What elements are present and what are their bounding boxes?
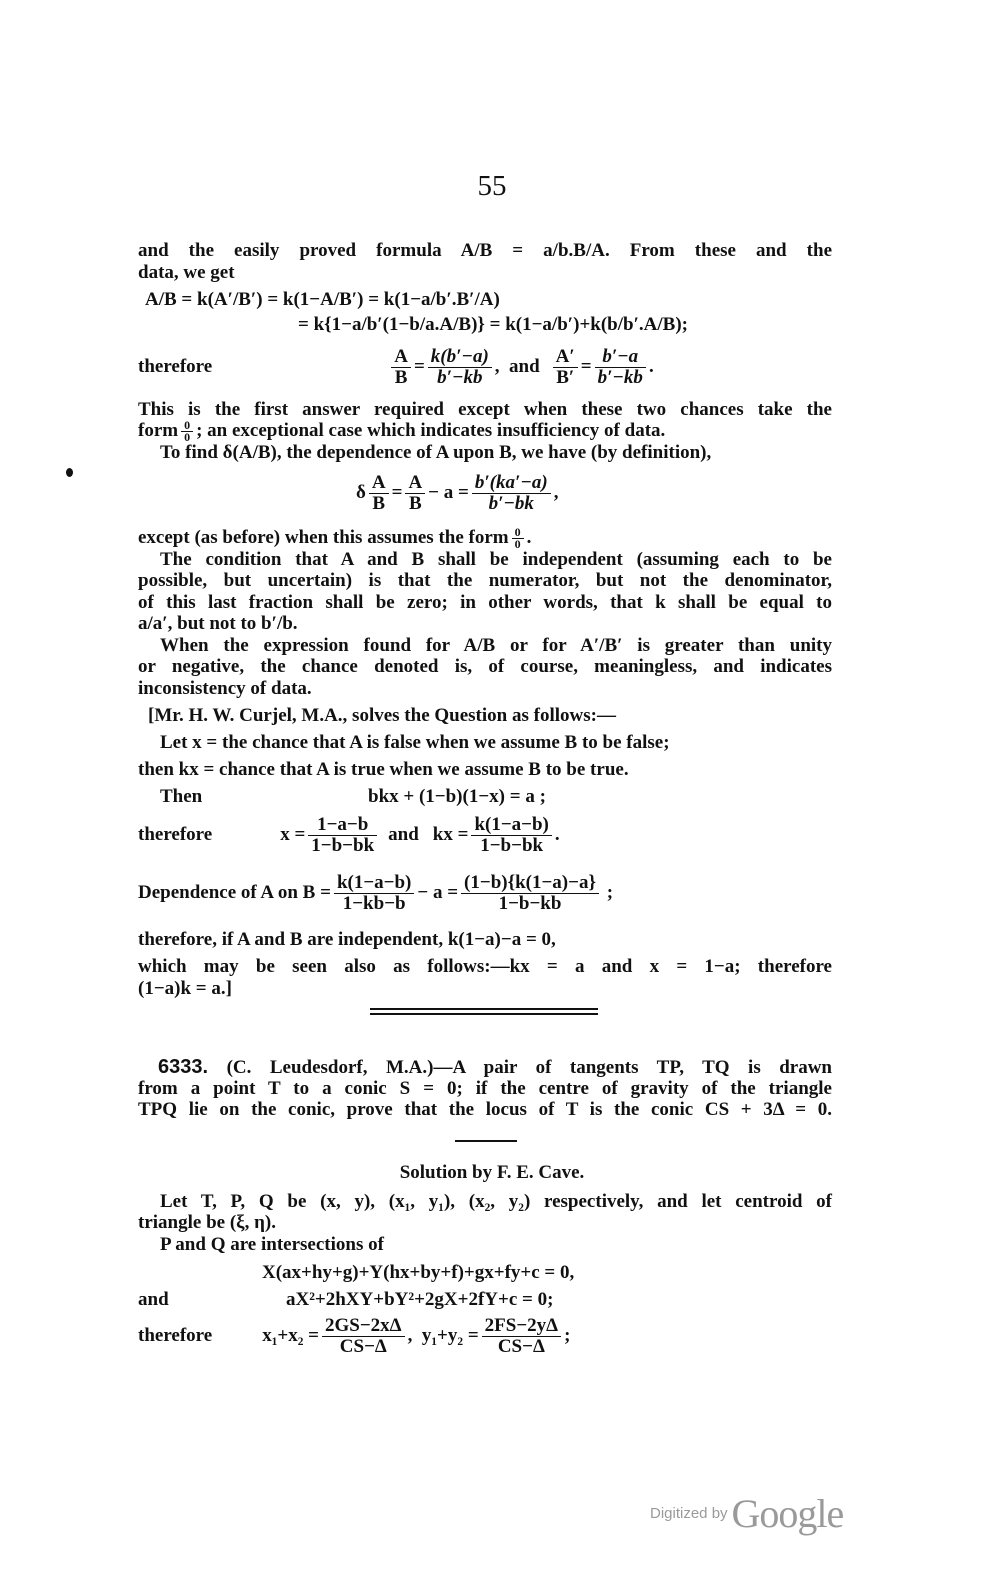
text: except (as before) when this assumes the form xyxy=(138,527,509,548)
numerator: (1−b){k(1−a)−a} xyxy=(461,873,599,894)
x-equals: x = xyxy=(280,824,306,845)
para5-line2: possible, but uncertain) is that the numerator, but not the denominator, xyxy=(138,570,832,591)
para6-line1: When the expression found for A/B or for A′/B′ is greater than unity xyxy=(160,635,832,656)
x-sum: x₁+x₂ = xyxy=(262,1325,319,1346)
curjel-let: Let x = the chance that A is false when we assume B to be false; xyxy=(160,732,670,753)
numerator: k(b′−a) xyxy=(428,347,492,368)
solution-eq1: X(ax+hy+g)+Y(hx+by+f)+gx+fy+c = 0, xyxy=(262,1262,575,1283)
denominator: B xyxy=(394,366,408,388)
para2-line2 xyxy=(138,419,665,443)
zero-over-zero xyxy=(512,524,524,551)
denominator: B xyxy=(372,492,386,514)
denominator: CS−Δ xyxy=(339,1335,387,1357)
denominator: b′−bk xyxy=(488,492,534,514)
fraction-dependence-1 xyxy=(334,873,414,914)
solution-line1: Let T, P, Q be (x, y), (x₁, y₁), (x₂, y₂) respectively, and let centroid of xyxy=(160,1191,832,1212)
eqA-line1: A/B = k(A′/B′) = k(1−A/B′) = k(1−a/b′.B′/A) xyxy=(145,289,500,310)
para6-line3: inconsistency of data. xyxy=(138,678,312,699)
para1-line2: data, we get xyxy=(138,262,235,283)
and-word: and xyxy=(388,824,419,845)
numerator: 0 xyxy=(181,420,193,432)
ink-dot xyxy=(66,468,73,477)
page-number: 55 xyxy=(477,170,507,202)
digitized-by-google-watermark xyxy=(650,1490,843,1537)
numerator: A′ xyxy=(553,347,578,368)
text: ; an exceptional case which indicates insufficiency of data. xyxy=(196,420,666,441)
solution-line3: P and Q are intersections of xyxy=(160,1234,384,1255)
q6333-line3: TPQ lie on the conic, prove that the locus of T is the conic CS + 3Δ = 0. xyxy=(138,1099,832,1120)
para5-line3: of this last fraction shall be zero; in other words, that k shall be equal to xyxy=(138,592,832,613)
denominator: 1−b−bk xyxy=(311,834,375,856)
eqA-line2: = k{1−a/b′(1−b/a.A/B)} = k(1−a/b′)+k(b/b′.A/B); xyxy=(298,314,689,335)
numerator: b′(ka′−a) xyxy=(472,473,551,494)
therefore-word: therefore xyxy=(138,356,213,377)
text: (C. Leudesdorf, M.A.)—A pair of tangents TP, TQ is drawn xyxy=(226,1057,832,1078)
minus-a: − a = xyxy=(428,482,469,503)
denominator: 0 xyxy=(184,429,191,444)
numerator: 0 xyxy=(512,527,524,539)
curjel-dependence-line: Dependence of A on B = $\frac{k(1-a-b)}{1-kb-b}$ − a = $\frac{(1-b)\{k(1-a)-a\}}{1-b-kb}$ ; xyxy=(138,871,614,914)
para4-line: except (as before) when this assumes the form $\frac{0}{0}$ . xyxy=(138,524,532,551)
denominator: b′−kb xyxy=(597,366,643,388)
numerator: k(1−a−b) xyxy=(471,815,551,836)
denominator: b′−kb xyxy=(437,366,483,388)
fraction-a-over-b xyxy=(369,473,389,514)
eq-delta: δ $\frac{A}{B}$ = $\frac{A}{B}$ − a = $\frac{b'(ka'-a)}{b'-bk}$ , xyxy=(356,471,559,514)
denominator: 1−b−kb xyxy=(498,892,562,914)
q6333-line1 xyxy=(158,1056,832,1079)
fraction-a-over-b-2 xyxy=(405,473,425,514)
denominator: B xyxy=(408,492,422,514)
google-logo-text: Google xyxy=(731,1491,844,1536)
para1-line1: and the easily proved formula A/B = a/b.B/A. From these and the xyxy=(138,240,832,261)
q6333-line2: from a point T to a conic S = 0; if the centre of gravity of the triangle xyxy=(138,1078,832,1099)
delta-symbol: δ xyxy=(356,482,366,503)
numerator: 2FS−2yΔ xyxy=(482,1316,561,1337)
solution-line2: triangle be (ξ, η). xyxy=(138,1212,276,1233)
curjel-independent: therefore, if A and B are independent, k(1−a)−a = 0, xyxy=(138,929,556,950)
para6-line2: or negative, the chance denoted is, of course, meaningless, and indicates xyxy=(138,656,832,677)
fraction-kx xyxy=(471,815,551,856)
solution-sum-line: therefore x₁+x₂ = $\frac{2GS-2x\Delta}{CS-\Delta}$ , y₁+y₂ = $\frac{2FS-2y\Delta}{CS-\Delta}$ ; xyxy=(138,1314,571,1357)
denominator: 1−b−bk xyxy=(480,834,544,856)
fraction-y-sum xyxy=(482,1316,561,1357)
numerator: 1−a−b xyxy=(308,815,377,836)
and-word: and xyxy=(138,1289,169,1310)
solution-heading: Solution by F. E. Cave. xyxy=(399,1162,585,1183)
para3-line1: To find δ(A/B), the dependence of A upon B, we have (by definition), xyxy=(160,442,712,463)
short-rule xyxy=(455,1140,517,1142)
kx-equals: kx = xyxy=(432,824,469,845)
curjel-follows-2: (1−a)k = a.] xyxy=(138,978,232,999)
denominator: 0 xyxy=(514,536,521,551)
fraction-x-sum xyxy=(322,1316,405,1357)
denominator: B′ xyxy=(556,366,575,388)
numerator: A xyxy=(391,347,411,368)
numerator: 2GS−2xΔ xyxy=(322,1316,405,1337)
curjel-follows-1: which may be seen also as follows:—kx = a and x = 1−a; therefore xyxy=(138,956,832,977)
and-word: and xyxy=(509,356,540,377)
numerator: A xyxy=(405,473,425,494)
minus-a: − a = xyxy=(417,882,459,903)
para2-line1: This is the first answer required except when these two chances take the xyxy=(138,399,832,420)
solution-eq2: aX²+2hXY+bY²+2gX+2fY+c = 0; xyxy=(286,1289,554,1310)
fraction-a-over-b xyxy=(391,347,411,388)
therefore-word: therefore xyxy=(138,824,213,845)
curjel-then-word: Then xyxy=(160,786,203,807)
fraction-rhs-1 xyxy=(428,347,492,388)
fraction-rhs xyxy=(472,473,551,514)
numerator: k(1−a−b) xyxy=(334,873,414,894)
divider-rule xyxy=(370,1008,598,1010)
question-number: 6333. xyxy=(158,1056,209,1078)
divider-rule xyxy=(370,1013,598,1015)
fraction-a-prime-over-b-prime xyxy=(553,347,578,388)
dependence-label: Dependence of A on B = xyxy=(138,882,331,903)
curjel-then: then kx = chance that A is true when we assume B to be true. xyxy=(138,759,629,780)
zero-over-zero xyxy=(181,417,193,444)
para5-line1: The condition that A and B shall be independent (assuming each to be xyxy=(160,549,832,570)
numerator: b′−a xyxy=(595,347,646,368)
numerator: A xyxy=(369,473,389,494)
fraction-dependence-2 xyxy=(461,873,599,914)
text: form xyxy=(138,420,179,441)
therefore-word: therefore xyxy=(138,1325,213,1346)
fraction-x xyxy=(308,815,377,856)
denominator: 1−kb−b xyxy=(342,892,406,914)
digitized-by-text: Digitized by xyxy=(650,1505,728,1522)
para5-line4: a/a′, but not to b′/b. xyxy=(138,613,298,634)
curjel-x-line: therefore x = $\frac{1-a-b}{1-b-bk}$ and kx = $\frac{k(1-a-b)}{1-b-bk}$ . xyxy=(138,813,560,856)
fraction-rhs-2 xyxy=(595,347,646,388)
y-sum: y₁+y₂ = xyxy=(421,1325,479,1346)
curjel-intro: [Mr. H. W. Curjel, M.A., solves the Question as follows:— xyxy=(148,705,616,726)
curjel-then-eq: bkx + (1−b)(1−x) = a ; xyxy=(368,786,546,807)
eqA-line3: therefore $\frac{A}{B}$ = $\frac{k(b'-a)}{b'-kb}$ , and $\frac{A'}{B'}$ = $\frac{b'-a}{b'-kb}$ . xyxy=(138,345,654,388)
denominator: CS−Δ xyxy=(497,1335,545,1357)
